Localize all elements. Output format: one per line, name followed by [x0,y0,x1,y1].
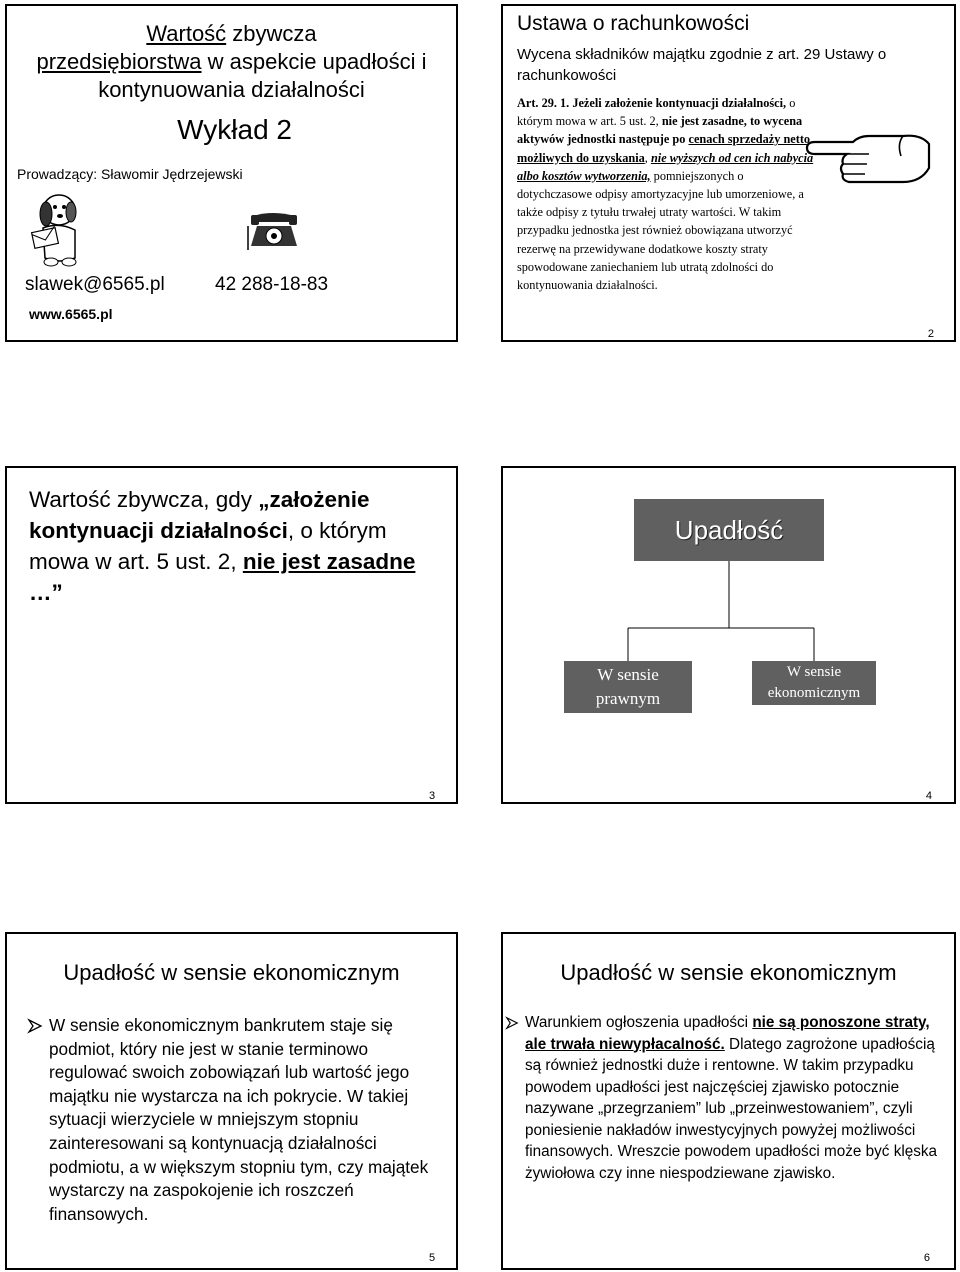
page-number: 3 [429,790,436,802]
slide-5 [5,932,458,1270]
body-start: Warunkiem ogłoszenia upadłości [525,1014,753,1031]
contact-phone: 42 288-18-83 [215,274,329,295]
slide-6 [501,932,956,1270]
arrow-bullet-icon [505,1016,519,1030]
slide-2-article-text [517,94,817,294]
node-upadlosc: Upadłość [634,499,824,561]
lecture-number: Wykład 2 [177,114,292,145]
article-nie-wyzszych: nie wyższych od cen ich nabycia albo kosztów wytworzenia, [517,150,814,183]
arrow-bullet-icon [27,1018,43,1034]
quote-underlined: nie jest zasadne [242,549,416,574]
slide-1 [5,4,458,342]
quote-mid: , o którym mowa w art. 5 ust. 2, [29,518,387,574]
telephone-icon [245,212,303,252]
article-intro: Art. 29. 1. Jeżeli założenie kontynuacji działalności, [517,96,787,110]
dog-with-letter-icon [29,188,83,268]
page-number: 4 [925,790,932,802]
slide-1-title [7,20,456,104]
quote-start: Wartość zbywcza, gdy [29,487,259,512]
article-cenach: cenach sprzedaży netto możliwych do uzyskania [517,132,811,165]
slide-3 [5,466,458,804]
slide-5-heading: Upadłość w sensie ekonomicznym [63,960,400,985]
article-nie-jest: nie jest zasadne, to wycena aktywów jednostki następuje po [517,114,803,147]
node-w-sensie-ekonomicznym: W sensie ekonomicznym [752,661,876,705]
slide-6-body [525,1012,953,1184]
slide-6-heading: Upadłość w sensie ekonomicznym [560,960,897,985]
contact-email[interactable]: slawek@6565.pl [25,274,165,295]
slide-2 [501,4,956,342]
slide-2-subheading: Wycena składników majątku zgodnie z art. 29 Ustawy o rachunkowości [517,46,887,84]
contact-website[interactable]: www.6565.pl [29,306,113,322]
page-number: 6 [923,1252,930,1264]
presenter: Prowadzący: Sławomir Jędrzejewski [17,166,243,182]
article-comma: , [644,150,651,165]
slide-3-quote [29,484,439,608]
quote-end: …” [29,580,63,605]
slide-4 [501,466,956,804]
article-ref: o którym mowa w art. 5 ust. 2, [517,96,796,129]
body-underlined: nie są ponoszone straty, ale trwała niewypłacalność. [525,1014,930,1053]
node-w-sensie-prawnym: W sensie prawnym [564,661,692,713]
page-number: 5 [429,1252,436,1264]
article-rest: pomniejszonych o dotychczasowe odpisy amortyzacyjne lub umorzeniowe, a także odpisy z tytułu trwałej utraty wartości. W takim przypadku jednostka jest również obowiązana utworzyć rezerwę na przewidywane dodatkowe koszty straty spowodowane zaniechaniem lub utratą zdolności do kontynuowania działalności. [517,168,804,293]
quote-bold: „założenie kontynuacji działalności [29,487,370,543]
slide-2-heading: Ustawa o rachunkowości [517,12,750,35]
title-word-zbywcza: zbywcza [226,21,317,46]
body-rest: Dlatego zagrożone upadłością są również jednostki duże i rentowne. W takim przypadku powodem upadłości jest najczęściej zjawisko potocznie nazywane „przegrzaniem” lub „przeinwestowaniem”, czyli poniesienie nakładów inwestycyjnych powyżej możliwości finansowych. Wreszcie powodem upadłości może być klęska żywiołowa czy inne niespodziewane zjawisko. [525,1035,938,1182]
title-line3: kontynuowania działalności [98,77,365,102]
pointing-hand-icon [803,124,933,188]
title-word-wartosc: Wartość [146,21,227,46]
slide-5-body: W sensie ekonomicznym bankrutem staje się podmiot, który nie jest w stanie terminowo regulować swoich zobowiązań lub wartość jego majątku nie wystarcza na ich pokrycie. W takiej sytuacji wierzyciele w mniejszym stopniu zainteresowani są kontynuacją działalności podmiotu, a w większym stopniu tym, czy majątek wystarczy na zaspokojenie ich roszczeń finansowych. [49,1015,429,1224]
title-word-przedsiebiorstwa: przedsiębiorstwa [36,49,202,74]
page-number: 2 [927,328,934,340]
title-line2-rest: w aspekcie upadłości i [201,49,427,74]
